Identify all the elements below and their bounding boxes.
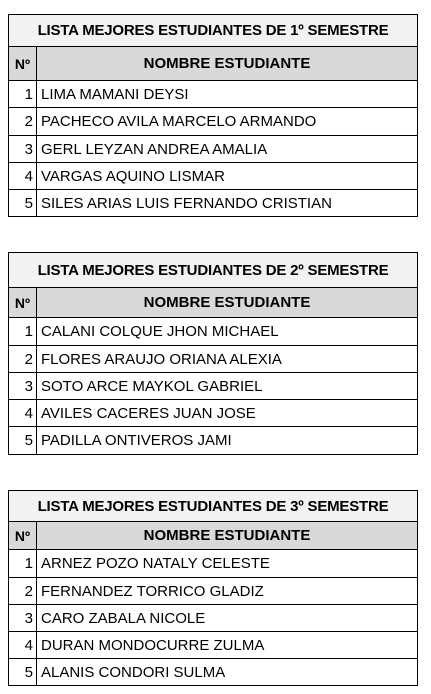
table-row [9, 136, 418, 163]
row-number: 2 [9, 346, 37, 373]
row-number: 3 [9, 373, 37, 400]
semester-1-table [8, 14, 418, 217]
semester-2-table [8, 252, 418, 455]
student-name: DURAN MONDOCURRE ZULMA [37, 632, 418, 659]
student-name: CALANI COLQUE JHON MICHAEL [37, 318, 418, 346]
student-name: LIMA MAMANI DEYSI [37, 81, 418, 108]
row-number: 5 [9, 427, 37, 455]
table-row [9, 427, 418, 455]
table-row [9, 190, 418, 217]
table-title: LISTA MEJORES ESTUDIANTES DE 1º SEMESTRE [9, 15, 418, 47]
column-header-number: Nº [9, 522, 37, 550]
column-header-number: Nº [9, 47, 37, 81]
table-row [9, 659, 418, 686]
student-name: FLORES ARAUJO ORIANA ALEXIA [37, 346, 418, 373]
student-name: AVILES CACERES JUAN JOSE [37, 400, 418, 427]
row-number: 3 [9, 605, 37, 632]
table-row [9, 605, 418, 632]
column-header-name: NOMBRE ESTUDIANTE [37, 47, 418, 81]
student-name: ARNEZ POZO NATALY CELESTE [37, 550, 418, 578]
row-number: 1 [9, 81, 37, 108]
row-number: 2 [9, 578, 37, 605]
student-name: ALANIS CONDORI SULMA [37, 659, 418, 686]
student-name: SOTO ARCE MAYKOL GABRIEL [37, 373, 418, 400]
table-row [9, 108, 418, 136]
student-name: GERL LEYZAN ANDREA AMALIA [37, 136, 418, 163]
student-name: VARGAS AQUINO LISMAR [37, 163, 418, 190]
row-number: 1 [9, 318, 37, 346]
semester-3-table [8, 490, 418, 686]
row-number: 4 [9, 632, 37, 659]
table-row [9, 346, 418, 373]
column-header-name: NOMBRE ESTUDIANTE [37, 522, 418, 550]
student-name: SILES ARIAS LUIS FERNANDO CRISTIAN [37, 190, 418, 217]
row-number: 2 [9, 108, 37, 136]
row-number: 4 [9, 400, 37, 427]
table-title: LISTA MEJORES ESTUDIANTES DE 2º SEMESTRE [9, 253, 418, 288]
table-row [9, 318, 418, 346]
student-name: FERNANDEZ TORRICO GLADIZ [37, 578, 418, 605]
row-number: 1 [9, 550, 37, 578]
table-row [9, 578, 418, 605]
table-title: LISTA MEJORES ESTUDIANTES DE 3º SEMESTRE [9, 491, 418, 522]
table-row [9, 400, 418, 427]
student-name: CARO ZABALA NICOLE [37, 605, 418, 632]
table-row [9, 373, 418, 400]
student-name: PADILLA ONTIVEROS JAMI [37, 427, 418, 455]
row-number: 5 [9, 659, 37, 686]
table-row [9, 550, 418, 578]
student-name: PACHECO AVILA MARCELO ARMANDO [37, 108, 418, 136]
table-row [9, 163, 418, 190]
column-header-number: Nº [9, 288, 37, 318]
row-number: 3 [9, 136, 37, 163]
column-header-name: NOMBRE ESTUDIANTE [37, 288, 418, 318]
table-row [9, 81, 418, 108]
row-number: 5 [9, 190, 37, 217]
table-row [9, 632, 418, 659]
row-number: 4 [9, 163, 37, 190]
